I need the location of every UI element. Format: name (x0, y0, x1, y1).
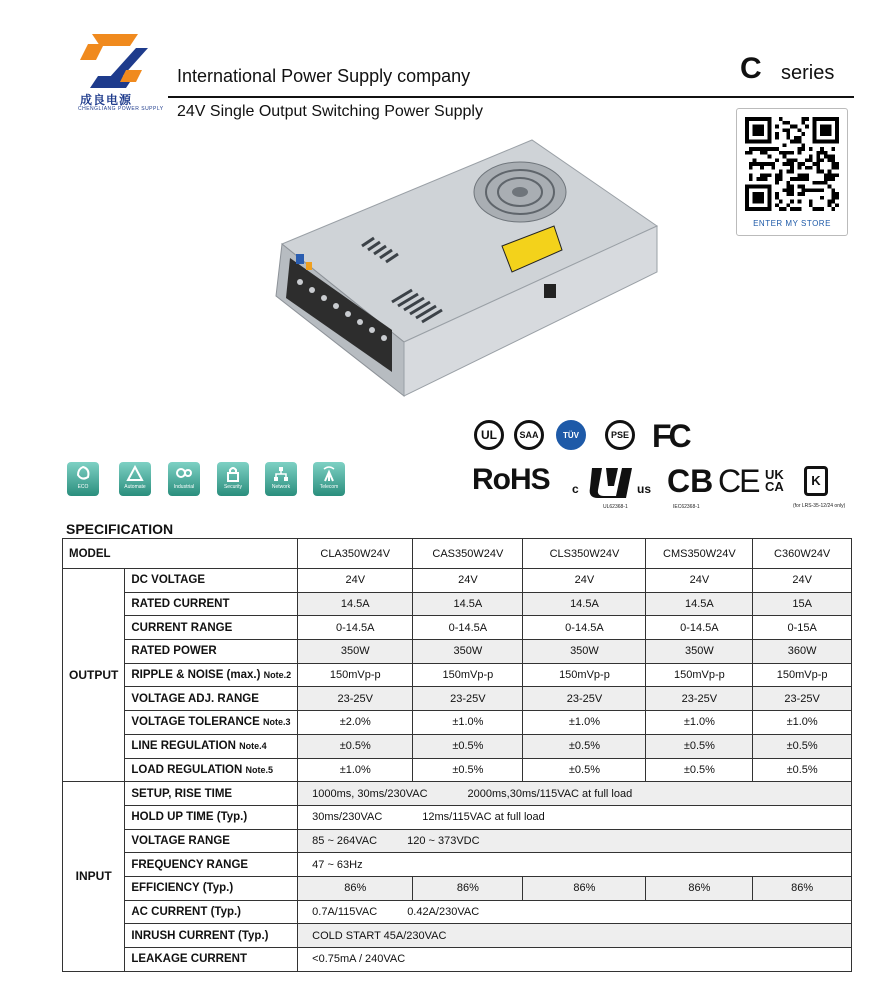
param-note: Note.2 (263, 670, 292, 681)
spec-value-a: 1000ms, 30ms/230VAC (312, 787, 428, 800)
series-word: series (781, 62, 835, 84)
output-group-label: OUTPUT (63, 569, 125, 782)
spec-value: 14.5A (646, 592, 753, 616)
spec-value: 23-25V (646, 687, 753, 711)
spec-title: SPECIFICATION (66, 521, 174, 537)
spec-value: ±0.5% (413, 758, 523, 782)
pse-cert-icon: PSE (605, 420, 635, 450)
spec-span-value (298, 948, 852, 972)
spec-value: 14.5A (298, 592, 413, 616)
iec-standard-code: IEC62368-1 (673, 504, 700, 510)
param-label: RATED POWER (131, 645, 217, 658)
model-label: MODEL (63, 539, 298, 569)
spec-value: ±0.5% (413, 734, 523, 758)
ul-cert-icon: UL (474, 420, 504, 450)
table-row (63, 924, 852, 948)
spec-value-b: 120 ~ 373VDC (407, 834, 480, 847)
app-label-automate: Automate (124, 484, 146, 490)
spec-value: 15A (753, 592, 852, 616)
spec-value: ±0.5% (523, 734, 646, 758)
spec-value: 86% (646, 876, 753, 900)
spec-value-a: 85 ~ 264VAC (312, 834, 378, 847)
app-label-security: Security (223, 484, 243, 490)
model-name: CAS350W24V (413, 539, 523, 569)
table-row (63, 734, 852, 758)
model-name: CLS350W24V (523, 539, 646, 569)
spec-value: ±1.0% (646, 711, 753, 735)
spec-value: 150mVp-p (413, 663, 523, 687)
param-name (125, 687, 298, 711)
spec-value: 24V (646, 569, 753, 593)
spec-value: 86% (413, 876, 523, 900)
model-row (63, 539, 852, 569)
spec-value: 14.5A (523, 592, 646, 616)
spec-value: 350W (523, 640, 646, 664)
param-label: DC VOLTAGE (131, 574, 206, 587)
spec-span-value (298, 900, 852, 924)
table-row (63, 687, 852, 711)
spec-span-value (298, 805, 852, 829)
spec-value: ±2.0% (298, 711, 413, 735)
param-name (125, 711, 298, 735)
spec-value: 150mVp-p (298, 663, 413, 687)
telecom-icon (313, 462, 345, 496)
power-supply-image (262, 134, 662, 406)
spec-value: 0-14.5A (413, 616, 523, 640)
app-label-network: Network (271, 484, 291, 490)
cb-cert-icon: CB (667, 463, 714, 499)
spec-span-value (298, 782, 852, 806)
param-name (125, 569, 298, 593)
table-row (63, 663, 852, 687)
model-name: CLA350W24V (298, 539, 413, 569)
table-row (63, 782, 852, 806)
spec-value: ±0.5% (646, 734, 753, 758)
spec-value: 86% (753, 876, 852, 900)
table-row (63, 829, 852, 853)
spec-value: 23-25V (298, 687, 413, 711)
table-row (63, 876, 852, 900)
table-row (63, 758, 852, 782)
input-group-label: INPUT (63, 782, 125, 972)
spec-value: ±1.0% (523, 711, 646, 735)
tuv-cert-icon: TÜV (556, 420, 586, 450)
spec-value: ±1.0% (298, 758, 413, 782)
table-row (63, 592, 852, 616)
spec-value: ±0.5% (753, 734, 852, 758)
param-label: RIPPLE & NOISE (max.) (131, 669, 261, 682)
spec-value: 350W (413, 640, 523, 664)
table-row (63, 948, 852, 972)
table-row (63, 853, 852, 877)
spec-value: 0-14.5A (298, 616, 413, 640)
network-icon (265, 462, 297, 496)
spec-table (62, 538, 852, 972)
spec-value: 23-25V (753, 687, 852, 711)
app-label-industrial: Industrial (173, 484, 195, 490)
rohs-cert-icon: RoHS (472, 463, 550, 496)
param-name (125, 782, 298, 806)
spec-value: ±1.0% (753, 711, 852, 735)
param-name (125, 592, 298, 616)
app-label-eco: ECO (77, 484, 89, 490)
spec-value: 0-14.5A (646, 616, 753, 640)
spec-value: 360W (753, 640, 852, 664)
table-row (63, 900, 852, 924)
spec-span-value (298, 829, 852, 853)
spec-value-a: 47 ~ 63Hz (312, 858, 363, 871)
param-name: AC CURRENT (Typ.) (125, 900, 298, 924)
cul-c-text: c (572, 482, 579, 496)
model-name: C360W24V (753, 539, 852, 569)
security-icon (217, 462, 249, 496)
spec-value-b: 12ms/115VAC at full load (422, 811, 545, 824)
spec-value: 24V (413, 569, 523, 593)
param-name: VOLTAGE RANGE (125, 829, 298, 853)
spec-value: 23-25V (413, 687, 523, 711)
param-label: LINE REGULATION (131, 740, 236, 753)
param-name (125, 640, 298, 664)
spec-value: 350W (646, 640, 753, 664)
param-label: VOLTAGE TOLERANCE (131, 716, 260, 729)
param-label: RATED CURRENT (131, 598, 230, 611)
spec-value: 150mVp-p (753, 663, 852, 687)
param-name: FREQUENCY RANGE (125, 853, 298, 877)
param-label: VOLTAGE ADJ. RANGE (131, 692, 259, 705)
param-name: INRUSH CURRENT (Typ.) (125, 924, 298, 948)
table-row (63, 640, 852, 664)
logo-chinese-text: 成良电源 (80, 93, 133, 107)
spec-value: 150mVp-p (646, 663, 753, 687)
spec-value: ±1.0% (413, 711, 523, 735)
spec-value: ±0.5% (646, 758, 753, 782)
param-label: LOAD REGULATION (131, 763, 243, 776)
ur-cert-icon (588, 464, 636, 500)
spec-span-value (298, 924, 852, 948)
spec-value-a: 0.7A/115VAC (312, 905, 378, 918)
spec-value: 23-25V (523, 687, 646, 711)
param-note: Note.4 (239, 741, 267, 752)
saa-cert-icon: SAA (514, 420, 544, 450)
param-note: Note.3 (262, 717, 291, 728)
spec-span-value (298, 853, 852, 877)
app-label-telecom: Telecom (319, 484, 339, 490)
spec-value-a: COLD START 45A/230VAC (312, 929, 447, 942)
table-row (63, 805, 852, 829)
model-name: CMS350W24V (646, 539, 753, 569)
store-link-label[interactable]: ENTER MY STORE (753, 219, 831, 228)
param-label: CURRENT RANGE (131, 621, 233, 634)
spec-value: ±0.5% (298, 734, 413, 758)
ce-cert-icon: CE (718, 463, 759, 499)
spec-value: 24V (298, 569, 413, 593)
spec-value: ±0.5% (753, 758, 852, 782)
param-name (125, 616, 298, 640)
spec-value: 350W (298, 640, 413, 664)
spec-value: 86% (523, 876, 646, 900)
spec-value: 14.5A (413, 592, 523, 616)
header-rule (168, 96, 854, 98)
spec-value-a: 30ms/230VAC (312, 811, 383, 824)
spec-value: 150mVp-p (523, 663, 646, 687)
param-label: HOLD UP TIME (Typ.) (131, 811, 248, 824)
param-name: LEAKAGE CURRENT (125, 948, 298, 972)
spec-value-a: <0.75mA / 240VAC (312, 953, 406, 966)
ul-standard-code: UL62368-1 (603, 504, 628, 510)
cul-us-text: us (637, 482, 652, 496)
param-label: SETUP, RISE TIME (131, 787, 233, 800)
param-name (125, 805, 298, 829)
table-row (63, 711, 852, 735)
table-row (63, 616, 852, 640)
logo-english-text: CHENGLIANG POWER SUPPLY (78, 106, 164, 112)
spec-value: ±0.5% (523, 758, 646, 782)
industrial-icon (168, 462, 200, 496)
eco-icon (67, 462, 99, 496)
spec-value-b: 0.42A/230VAC (407, 905, 480, 918)
spec-value-b: 2000ms,30ms/115VAC at full load (467, 787, 633, 800)
table-row (63, 569, 852, 593)
cert-note: (for LRS-35-12/24 only) (793, 503, 846, 509)
param-name (125, 734, 298, 758)
qr-code-icon[interactable] (745, 117, 839, 211)
company-name: International Power Supply company (177, 66, 471, 86)
param-note: Note.5 (245, 764, 274, 775)
spec-value: 0-14.5A (523, 616, 646, 640)
series-letter: C (740, 52, 762, 85)
ukca-cert-icon: UK CA (765, 467, 784, 494)
page-subtitle: 24V Single Output Switching Power Supply (177, 103, 483, 120)
automate-icon (119, 462, 151, 496)
param-name: EFFICIENCY (Typ.) (125, 876, 298, 900)
spec-value: 86% (298, 876, 413, 900)
fcc-cert-icon: FC (652, 418, 689, 454)
spec-value: 24V (753, 569, 852, 593)
param-name (125, 663, 298, 687)
kc-cert-icon: K (804, 466, 828, 496)
spec-value: 0-15A (753, 616, 852, 640)
param-name (125, 758, 298, 782)
spec-value: 24V (523, 569, 646, 593)
